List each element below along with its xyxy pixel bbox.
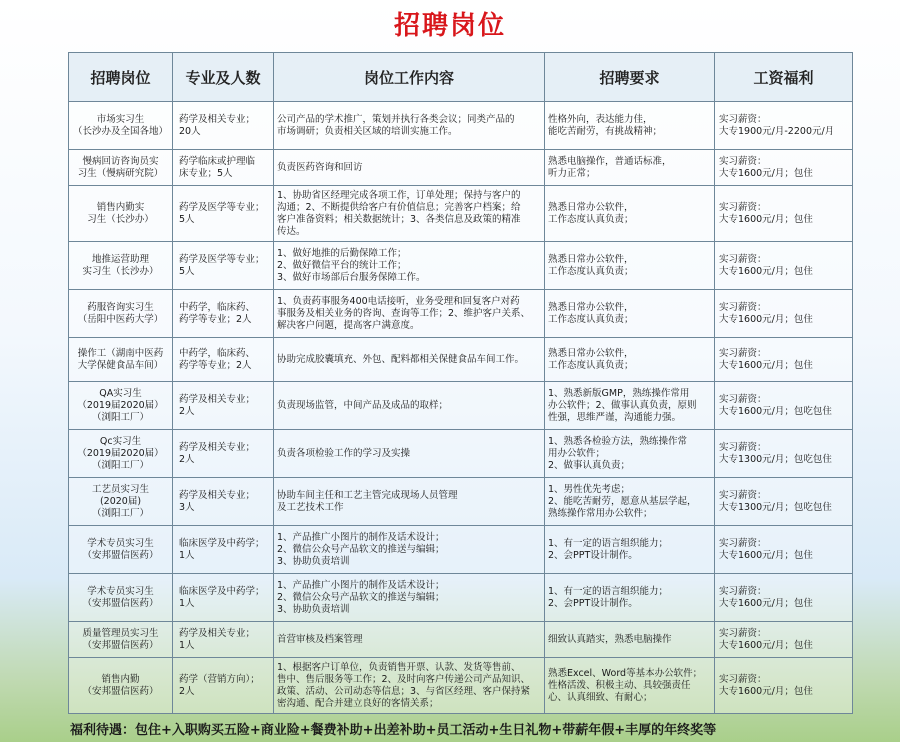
cell-salary: 实习薪资： 大专1600元/月；包吃包住 [715,382,853,430]
cell-requirements: 熟悉日常办公软件， 工作态度认真负责； [545,186,715,242]
cell-requirements: 1、有一定的语言组织能力； 2、会PPT设计制作。 [545,526,715,574]
cell-position: Qc实习生 （2019届2020届） （浏阳工厂） [69,430,173,478]
cell-content: 1、产品推广小图片的制作及话术设计； 2、微信公众号产品软文的推送与编辑； 3、协助负责培训 [274,574,545,622]
header-position: 招聘岗位 [69,53,173,102]
cell-requirements: 熟悉日常办公软件， 工作态度认真负责； [545,290,715,338]
table-row [69,242,853,290]
cell-position: 工艺员实习生 (2020届) （浏阳工厂） [69,478,173,526]
cell-requirements: 熟悉电脑操作，普通话标准， 听力正常； [545,150,715,186]
cell-position: 地推运营助理 实习生（长沙办） [69,242,173,290]
cell-requirements: 性格外向，表达能力佳， 能吃苦耐劳，有挑战精神； [545,102,715,150]
benefits-footer: 福利待遇：包住+入职购买五险+商业险+餐费补助+出差补助+员工活动+生日礼物+带薪年假+丰厚的年终奖等 [70,723,717,738]
cell-position: 销售内勤 （安邦盟信医药） [69,658,173,714]
cell-content: 协助车间主任和工艺主管完成现场人员管理 及工艺技术工作 [274,478,545,526]
cell-content: 负责各项检验工作的学习及实操 [274,430,545,478]
table-row [69,338,853,382]
cell-salary: 实习薪资： 大专1600元/月；包住 [715,186,853,242]
recruitment-table [68,52,853,714]
table-row [69,622,853,658]
cell-major: 药学及相关专业； 20人 [173,102,274,150]
cell-salary: 实习薪资： 大专1600元/月；包住 [715,338,853,382]
cell-major: 药学及医学等专业； 5人 [173,186,274,242]
cell-content: 1、根据客户订单位，负责销售开票、认款、发货等售前、 售中、售后服务等工作；2、及时向客户传递公司产品知识、 政策、活动、公司动态等信息；3、与省区经理、客户保持紧 密沟通、配合并建立良好的客情关系； [274,658,545,714]
table-row [69,526,853,574]
cell-content: 1、产品推广小图片的制作及话术设计； 2、微信公众号产品软文的推送与编辑； 3、协助负责培训 [274,526,545,574]
cell-position: 学术专员实习生 （安邦盟信医药） [69,526,173,574]
cell-major: 中药学，临床药、 药学等专业；2人 [173,338,274,382]
table-row [69,186,853,242]
table-row [69,150,853,186]
cell-content: 负责医药咨询和回访 [274,150,545,186]
cell-major: 药学及相关专业； 1人 [173,622,274,658]
cell-content: 负责现场监管，中间产品及成品的取样； [274,382,545,430]
header-requirements: 招聘要求 [545,53,715,102]
cell-requirements: 熟悉日常办公软件， 工作态度认真负责； [545,242,715,290]
cell-major: 药学及相关专业； 2人 [173,430,274,478]
cell-position: 慢病回访咨询员实 习生（慢病研究院） [69,150,173,186]
cell-major: 药学及相关专业； 2人 [173,382,274,430]
header-salary: 工资福利 [715,53,853,102]
cell-salary: 实习薪资： 大专1600元/月；包住 [715,622,853,658]
cell-salary: 实习薪资： 大专1300元/月；包吃包住 [715,430,853,478]
cell-requirements: 熟悉日常办公软件， 工作态度认真负责； [545,338,715,382]
cell-major: 临床医学及中药学； 1人 [173,526,274,574]
cell-content: 1、协助省区经理完成各项工作，订单处理；保持与客户的 沟通；2、不断提供给客户有价值信息；完善客户档案；给 客户准备资料；相关数据统计；3、各类信息及政策的精准 传达。 [274,186,545,242]
cell-salary: 实习薪资： 大专1600元/月；包住 [715,290,853,338]
table-row [69,574,853,622]
cell-salary: 实习薪资： 大专1900元/月-2200元/月 [715,102,853,150]
table-header-row [69,53,853,102]
cell-position: 销售内勤实 习生（长沙办） [69,186,173,242]
cell-requirements: 细致认真踏实，熟悉电脑操作 [545,622,715,658]
cell-major: 药学临床或护理临 床专业；5人 [173,150,274,186]
cell-salary: 实习薪资： 大专1600元/月；包住 [715,574,853,622]
table-row [69,430,853,478]
cell-major: 药学（营销方向）； 2人 [173,658,274,714]
cell-major: 中药学，临床药、 药学等专业；2人 [173,290,274,338]
cell-salary: 实习薪资： 大专1300元/月；包吃包住 [715,478,853,526]
header-content: 岗位工作内容 [274,53,545,102]
cell-position: 市场实习生 （长沙办及全国各地） [69,102,173,150]
cell-position: 操作工（湖南中医药 大学保健食品车间） [69,338,173,382]
cell-requirements: 1、有一定的语言组织能力； 2、会PPT设计制作。 [545,574,715,622]
cell-major: 临床医学及中药学； 1人 [173,574,274,622]
table-row [69,658,853,714]
cell-position: 药服咨询实习生 （岳阳中医药大学） [69,290,173,338]
cell-position: 质量管理员实习生 （安邦盟信医药） [69,622,173,658]
cell-position: 学术专员实习生 （安邦盟信医药） [69,574,173,622]
cell-content: 1、做好地推的后勤保障工作； 2、做好微信平台的统计工作； 3、做好市场部后台服务保障工作。 [274,242,545,290]
cell-content: 1、负责药事服务400电话接听，业务受理和回复客户对药 事服务及相关业务的咨询、查询等工作；2、维护客户关系、 解决客户问题，提高客户满意度。 [274,290,545,338]
cell-requirements: 1、男性优先考虑； 2、能吃苦耐劳，愿意从基层学起， 熟练操作常用办公软件； [545,478,715,526]
cell-major: 药学及医学等专业； 5人 [173,242,274,290]
cell-salary: 实习薪资： 大专1600元/月；包住 [715,526,853,574]
cell-content: 首营审核及档案管理 [274,622,545,658]
cell-major: 药学及相关专业； 3人 [173,478,274,526]
table-row [69,382,853,430]
table-row [69,290,853,338]
cell-content: 公司产品的学术推广，策划并执行各类会议；同类产品的 市场调研；负责相关区域的培训实施工作。 [274,102,545,150]
cell-requirements: 1、熟悉新版GMP，熟练操作常用 办公软件；2、做事认真负责，原则 性强，思维严谨，沟通能力强。 [545,382,715,430]
cell-position: QA实习生 （2019届2020届） （浏阳工厂） [69,382,173,430]
cell-salary: 实习薪资： 大专1600元/月；包住 [715,658,853,714]
cell-content: 协助完成胶囊填充、外包、配料都相关保健食品车间工作。 [274,338,545,382]
cell-requirements: 熟悉Excel、Word等基本办公软件； 性格活泼、积极主动、具较强责任 心、认真细致、有耐心； [545,658,715,714]
cell-salary: 实习薪资： 大专1600元/月；包住 [715,150,853,186]
table-row [69,102,853,150]
cell-salary: 实习薪资： 大专1600元/月；包住 [715,242,853,290]
cell-requirements: 1、熟悉各检验方法，熟练操作常 用办公软件； 2、做事认真负责； [545,430,715,478]
table-row [69,478,853,526]
page-title: 招聘岗位 [393,11,506,41]
header-major: 专业及人数 [173,53,274,102]
